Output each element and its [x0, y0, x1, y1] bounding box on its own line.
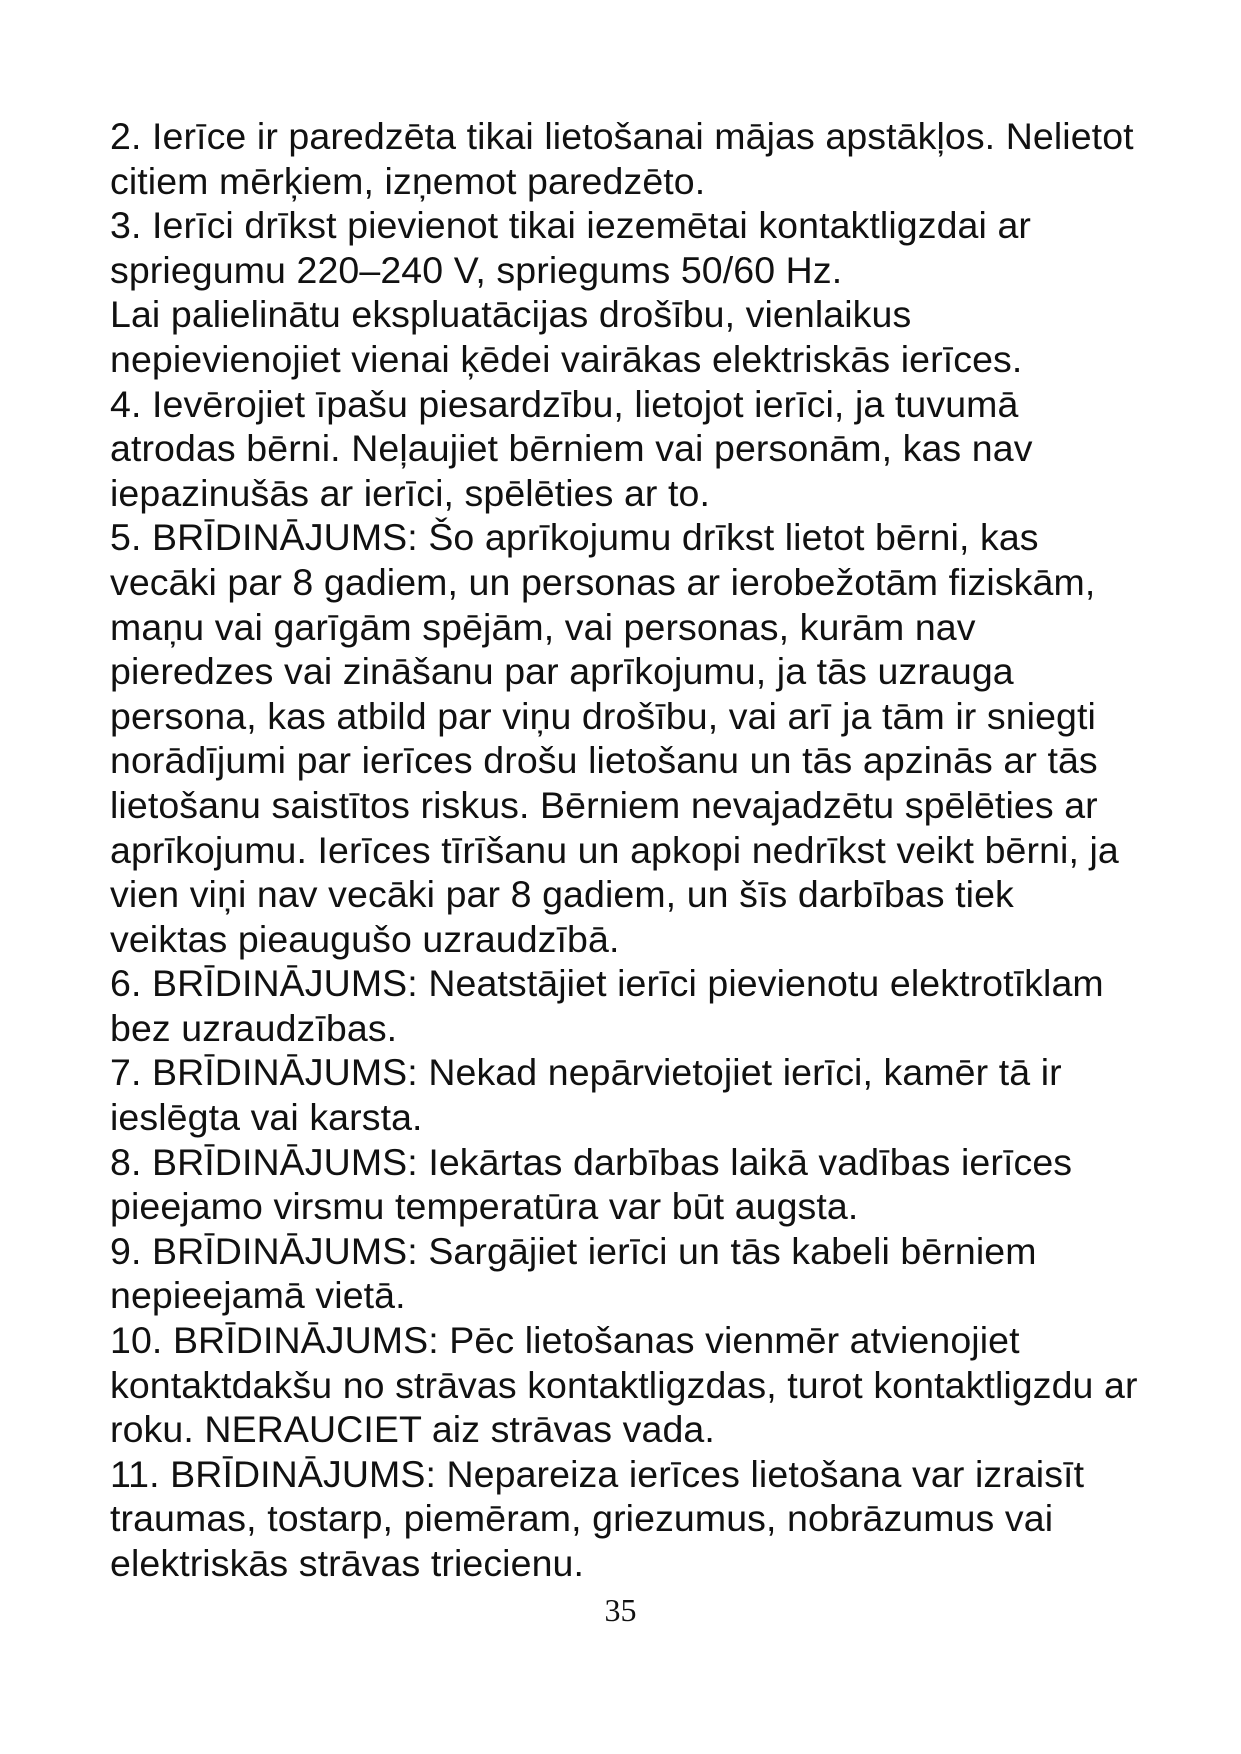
text-line: citiem mērķiem, izņemot paredzēto.	[110, 159, 706, 202]
text-line: aprīkojumu. Ierīces tīrīšanu un apkopi nedrīkst veikt bērni, ja	[110, 828, 1119, 871]
instruction-item-3	[110, 203, 1180, 381]
text-line: roku. NERAUCIET aiz strāvas vada.	[110, 1408, 715, 1451]
text-line: norādījumi par ierīces drošu lietošanu un tās apzinās ar tās	[110, 739, 1098, 782]
text-line: atrodas bērni. Neļaujiet bērniem vai personām, kas nav	[110, 427, 1033, 470]
text-line: 7. BRĪDINĀJUMS: Nekad nepārvietojiet ierīci, kamēr tā ir	[110, 1051, 1062, 1094]
instruction-item-11	[110, 1452, 1180, 1586]
instruction-item-6	[110, 961, 1180, 1050]
instruction-item-5	[110, 515, 1180, 961]
text-line: kontaktdakšu no strāvas kontaktligzdas, turot kontaktligzdu ar	[110, 1363, 1138, 1406]
text-line: 6. BRĪDINĀJUMS: Neatstājiet ierīci pievienotu elektrotīklam	[110, 962, 1104, 1005]
text-line: nepieejamā vietā.	[110, 1274, 406, 1317]
safety-instructions-text	[110, 114, 1180, 1586]
text-line: 3. Ierīci drīkst pievienot tikai iezemētai kontaktligzdai ar	[110, 204, 1031, 247]
text-line: Lai palielinātu ekspluatācijas drošību, vienlaikus	[110, 293, 912, 336]
text-line: vien viņi nav vecāki par 8 gadiem, un šīs darbības tiek	[110, 873, 1014, 916]
instruction-item-8	[110, 1140, 1180, 1229]
text-line: lietošanu saistītos riskus. Bērniem nevajadzētu spēlēties ar	[110, 783, 1098, 826]
text-line: vecāki par 8 gadiem, un personas ar ierobežotām fiziskām,	[110, 560, 1096, 603]
text-line: 11. BRĪDINĀJUMS: Nepareiza ierīces lietošana var izraisīt	[110, 1452, 1085, 1495]
text-line: ieslēgta vai karsta.	[110, 1096, 423, 1139]
text-line: veiktas pieaugušo uzraudzībā.	[110, 917, 620, 960]
instruction-item-7	[110, 1050, 1180, 1139]
text-line: 9. BRĪDINĀJUMS: Sargājiet ierīci un tās kabeli bērniem	[110, 1229, 1037, 1272]
text-line: persona, kas atbild par viņu drošību, vai arī ja tām ir sniegti	[110, 694, 1096, 737]
text-line: 4. Ievērojiet īpašu piesardzību, lietojot ierīci, ja tuvumā	[110, 382, 1019, 425]
text-line: nepievienojiet vienai ķēdei vairākas elektriskās ierīces.	[110, 337, 1023, 380]
page-number: 35	[604, 1592, 637, 1628]
instruction-item-4	[110, 382, 1180, 516]
text-line: elektriskās strāvas triecienu.	[110, 1542, 585, 1584]
text-line: 8. BRĪDINĀJUMS: Iekārtas darbības laikā vadības ierīces	[110, 1140, 1073, 1183]
text-line: 5. BRĪDINĀJUMS: Šo aprīkojumu drīkst lietot bērni, kas	[110, 516, 1039, 559]
text-line: traumas, tostarp, piemēram, griezumus, nobrāzumus vai	[110, 1497, 1054, 1540]
text-line: 2. Ierīce ir paredzēta tikai lietošanai mājas apstākļos. Nelietot	[110, 115, 1134, 157]
instruction-item-2	[110, 114, 1180, 203]
text-line: spriegumu 220–240 V, spriegums 50/60 Hz.	[110, 248, 843, 291]
text-line: pieredzes vai zināšanu par aprīkojumu, ja tās uzrauga	[110, 650, 1014, 693]
text-line: iepazinušās ar ierīci, spēlēties ar to.	[110, 471, 711, 514]
instruction-item-10	[110, 1318, 1180, 1452]
text-line: bez uzraudzības.	[110, 1006, 398, 1049]
text-line: 10. BRĪDINĀJUMS: Pēc lietošanas vienmēr atvienojiet	[110, 1319, 1020, 1362]
text-line: pieejamo virsmu temperatūra var būt augsta.	[110, 1185, 859, 1228]
instruction-item-9	[110, 1229, 1180, 1318]
text-line: maņu vai garīgām spējām, vai personas, kurām nav	[110, 605, 976, 648]
